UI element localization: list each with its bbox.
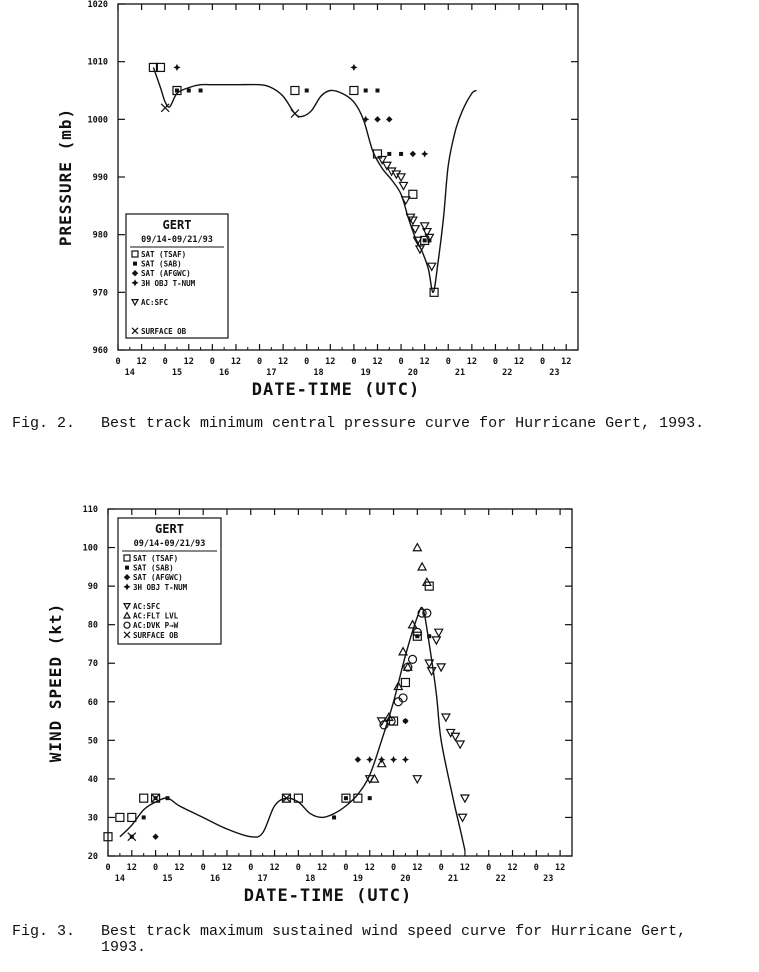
x-tick-label: 12	[183, 357, 194, 367]
x-tick-label: 12	[419, 357, 430, 367]
x-tick-label: 12	[513, 357, 525, 367]
x-tick-label: 12	[507, 863, 518, 873]
sat-sab-point	[375, 89, 379, 93]
x-tick-label: 12	[554, 863, 566, 873]
figure-3-caption	[12, 924, 732, 958]
sat-tsaf-point	[350, 87, 358, 95]
x-tick-label: 0	[256, 357, 263, 367]
ac-sfc-point	[432, 637, 440, 644]
y-tick-label: 110	[82, 505, 98, 515]
legend-title: GERT	[162, 218, 192, 232]
x-tick-label: 0	[248, 863, 254, 873]
legend-label: SAT (SAB)	[141, 259, 182, 269]
y-axis-title: WIND SPEED (kt)	[46, 602, 65, 763]
legend-label: 3H OBJ T-NUM	[133, 582, 188, 592]
x-day-label: 21	[454, 368, 466, 378]
x-tick-label: 0	[343, 863, 349, 873]
sat-tsaf-point	[401, 679, 409, 687]
legend-label: SURFACE OB	[133, 630, 179, 640]
y-tick-label: 70	[87, 659, 98, 670]
legend-label: AC:DVK P→W	[133, 621, 179, 631]
sat-sab-point	[305, 89, 309, 93]
x-day-label: 22	[502, 368, 513, 378]
y-tick-label: 960	[92, 346, 108, 356]
figure-2-caption	[12, 416, 732, 450]
sat-afgwc-point	[386, 116, 392, 122]
sat-sab-point	[423, 238, 427, 242]
y-tick-label: 90	[87, 582, 98, 593]
y-tick-label: 1020	[87, 0, 108, 10]
sat-sab-point	[199, 89, 203, 93]
x-tick-label: 0	[200, 863, 206, 873]
legend-label: AC:SFC	[133, 602, 161, 611]
y-tick-label: 970	[92, 288, 108, 299]
x-tick-label: 0	[540, 357, 546, 367]
x-day-label: 23	[549, 368, 560, 378]
x-tick-label: 12	[221, 863, 233, 873]
legend-label: SURFACE OB	[141, 326, 187, 336]
x-tick-label: 12	[317, 863, 328, 873]
ac-sfc-point	[413, 776, 421, 783]
surface-ob-point	[291, 110, 299, 118]
3h-obj-t-num-point	[362, 116, 369, 123]
legend-subtitle: 09/14-09/21/93	[133, 539, 206, 549]
ac-sfc-point	[451, 733, 459, 740]
x-tick-label: 0	[153, 863, 159, 873]
wind-speed-chart	[0, 500, 759, 905]
legend-title: GERT	[155, 522, 184, 536]
sat-afgwc-point	[374, 116, 380, 122]
y-tick-label: 1010	[87, 57, 108, 68]
sat-sab-point	[368, 796, 372, 800]
legend-label: SAT (TSAF)	[141, 250, 187, 259]
x-day-label: 18	[313, 368, 324, 378]
surface-ob-point	[152, 794, 160, 802]
x-tick-label: 0	[304, 357, 310, 367]
x-day-label: 15	[171, 368, 183, 378]
sat-sab-point	[187, 89, 191, 93]
y-tick-label: 30	[87, 813, 98, 824]
x-tick-label: 0	[351, 357, 357, 367]
figure-2-number: Fig. 2.	[12, 415, 76, 432]
legend-label: SAT (AFGWC)	[141, 269, 191, 279]
sat-tsaf-point	[140, 794, 148, 802]
y-tick-label: 80	[87, 620, 98, 631]
pressure-chart	[0, 0, 759, 400]
sat-afgwc-point	[402, 718, 408, 724]
sat-sab-point	[427, 634, 431, 638]
figure-3-number: Fig. 3.	[12, 923, 76, 940]
x-tick-label: 12	[459, 863, 471, 873]
ac-sfc-point	[442, 714, 450, 721]
x-tick-label: 12	[364, 863, 375, 873]
figure-3-text: Best track maximum sustained wind speed curve for Hurricane Gert, 1993.	[101, 923, 687, 956]
legend-label: SAT (AFGWC)	[133, 573, 183, 583]
x-tick-label: 0	[492, 357, 498, 367]
sat-sab-point	[387, 152, 391, 156]
sat-sab-point	[399, 152, 403, 156]
y-tick-label: 990	[92, 173, 108, 183]
y-tick-label: 100	[82, 543, 98, 554]
y-tick-label: 20	[87, 852, 98, 862]
x-day-label: 22	[495, 874, 506, 884]
x-tick-label: 12	[278, 357, 289, 367]
sat-sab-point	[364, 89, 368, 93]
3h-obj-t-num-point	[402, 756, 409, 763]
3h-obj-t-num-point	[350, 64, 357, 71]
ac-sfc-point	[437, 664, 445, 671]
sat-sab-point	[344, 796, 348, 800]
x-tick-label: 12	[561, 357, 572, 367]
legend-label: 3H OBJ T-NUM	[141, 278, 196, 288]
sat-tsaf-point	[116, 813, 124, 821]
ac-sfc-point	[399, 182, 407, 189]
legend-label: SAT (TSAF)	[133, 554, 179, 563]
x-tick-label: 0	[533, 863, 539, 873]
x-tick-label: 0	[115, 357, 121, 367]
legend-marker	[133, 262, 137, 266]
x-tick-label: 12	[325, 357, 336, 367]
ac-sfc-point	[461, 795, 469, 802]
legend-label: AC:SFC	[141, 298, 169, 307]
x-tick-label: 0	[209, 357, 215, 367]
x-tick-label: 0	[105, 863, 111, 873]
sat-sab-point	[332, 815, 336, 819]
y-axis-title: PRESSURE (mb)	[56, 107, 75, 247]
x-day-label: 14	[124, 368, 135, 378]
sat-afgwc-point	[152, 834, 158, 840]
x-tick-label: 0	[445, 357, 451, 367]
surface-ob-point	[161, 104, 169, 112]
sat-sab-point	[175, 89, 179, 93]
3h-obj-t-num-point	[421, 150, 428, 157]
legend-subtitle: 09/14-09/21/93	[141, 235, 213, 245]
x-day-label: 16	[209, 874, 221, 884]
x-day-label: 21	[447, 874, 459, 884]
x-tick-label: 12	[136, 357, 147, 367]
ac-flt-lvl-point	[399, 648, 407, 655]
surface-ob-point	[128, 833, 136, 841]
sat-afgwc-point	[410, 151, 416, 157]
ac-flt-lvl-point	[418, 563, 426, 570]
y-tick-label: 50	[87, 736, 98, 747]
sat-sab-point	[165, 796, 169, 800]
x-day-label: 14	[114, 874, 126, 884]
y-tick-label: 60	[87, 697, 98, 708]
sat-tsaf-point	[291, 87, 299, 95]
x-day-label: 20	[400, 874, 411, 884]
x-tick-label: 0	[295, 863, 301, 873]
ac-dvk-p-w-point	[409, 655, 417, 663]
x-tick-label: 0	[398, 357, 404, 367]
ac-sfc-point	[397, 174, 405, 181]
x-day-label: 17	[257, 874, 268, 884]
x-axis-title: DATE-TIME (UTC)	[243, 886, 413, 905]
x-tick-label: 0	[438, 863, 444, 873]
x-day-label: 19	[352, 874, 363, 884]
ac-sfc-point	[456, 741, 464, 748]
x-day-label: 17	[266, 368, 277, 378]
x-tick-label: 0	[162, 357, 168, 367]
x-axis-title: DATE-TIME (UTC)	[251, 380, 421, 400]
3h-obj-t-num-point	[390, 756, 397, 763]
ac-sfc-point	[459, 814, 467, 821]
y-tick-label: 1000	[87, 115, 108, 126]
ac-flt-lvl-point	[413, 544, 421, 551]
x-tick-label: 12	[269, 863, 280, 873]
legend-marker	[125, 566, 129, 570]
x-tick-label: 12	[230, 357, 242, 367]
x-tick-label: 12	[126, 863, 137, 873]
sat-tsaf-point	[128, 813, 136, 821]
legend-label: SAT (SAB)	[133, 563, 174, 573]
x-tick-label: 12	[412, 863, 423, 873]
y-tick-label: 980	[92, 230, 108, 241]
sat-afgwc-point	[355, 756, 361, 762]
ac-sfc-point	[428, 668, 436, 675]
x-tick-label: 12	[372, 357, 383, 367]
x-tick-label: 12	[466, 357, 477, 367]
x-tick-label: 0	[390, 863, 397, 873]
ac-sfc-point	[435, 629, 443, 636]
x-tick-label: 12	[174, 863, 185, 873]
x-day-label: 19	[360, 368, 371, 378]
x-day-label: 23	[543, 874, 554, 884]
sat-sab-point	[142, 815, 146, 819]
y-tick-label: 40	[87, 774, 98, 785]
x-day-label: 16	[219, 368, 230, 378]
3h-obj-t-num-point	[173, 64, 180, 71]
figure-2-text: Best track minimum central pressure curve for Hurricane Gert, 1993.	[101, 415, 705, 432]
legend-label: AC:FLT LVL	[133, 611, 179, 621]
3h-obj-t-num-point	[366, 756, 373, 763]
x-day-label: 18	[305, 874, 316, 884]
x-day-label: 15	[162, 874, 173, 884]
x-tick-label: 0	[486, 863, 492, 873]
x-day-label: 20	[407, 368, 418, 378]
